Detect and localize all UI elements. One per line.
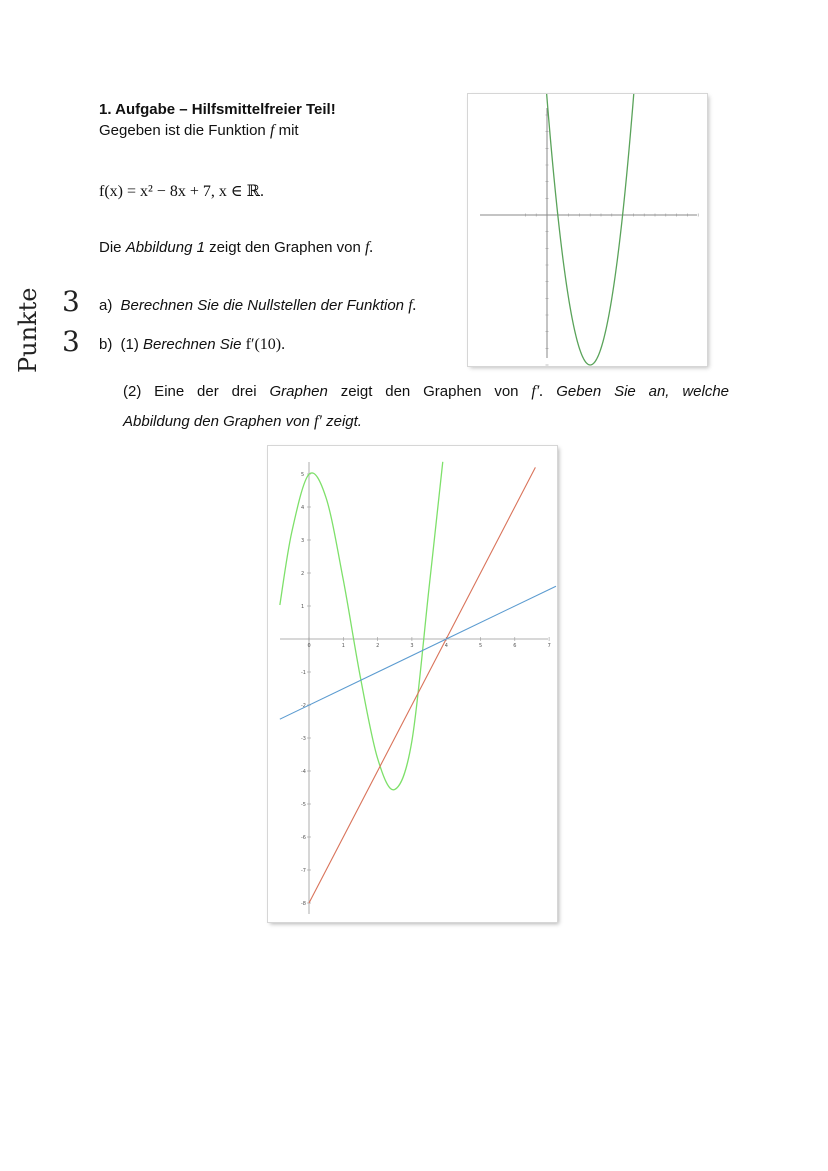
fig2-x-tick-label: 2 — [376, 643, 380, 649]
fig2-x-tick-label: 0 — [307, 643, 311, 649]
part-a-text: Berechnen Sie die Nullstellen der Funktion — [120, 297, 409, 314]
handwritten-punkte: Punkte — [14, 287, 42, 373]
part-b2-text-f: Abbildung den Graphen von — [123, 413, 314, 430]
part-b2-text-g: f′ — [313, 413, 322, 430]
fig2-y-tick-label: -4 — [301, 769, 306, 775]
fig2-y-tick-label: 5 — [301, 472, 305, 478]
figure-ref-f: f. — [365, 239, 374, 256]
part-b2-line1 — [123, 377, 729, 407]
figure-1-frame — [468, 94, 707, 366]
part-b1-text: Berechnen Sie — [143, 336, 246, 353]
part-b2-text-e: Geben Sie an, welche — [543, 383, 730, 400]
part-b2 — [123, 377, 729, 437]
fig2-y-tick-label: -7 — [301, 868, 306, 874]
figure-ref-italic: Abbildung 1 — [125, 239, 205, 256]
given-line — [99, 122, 299, 140]
part-b2-text-a: (2) Eine der drei — [123, 383, 270, 400]
fig2-y-tick-label: 1 — [301, 604, 305, 610]
fig2-y-tick-label: 4 — [301, 505, 305, 511]
figure-ref-suffix: zeigt den Graphen von — [204, 239, 366, 256]
fig2-x-tick-label: 5 — [479, 643, 483, 649]
fig2-x-tick-label: 4 — [444, 643, 448, 649]
task-heading: 1. Aufgabe – Hilfsmittelfreier Teil! — [99, 101, 336, 118]
figure-2-frame — [268, 446, 557, 922]
part-b2-line2 — [123, 407, 729, 437]
given-suffix: mit — [274, 122, 299, 139]
fig2-line-red — [309, 467, 535, 903]
part-a — [99, 297, 417, 315]
fig2-y-tick-label: 3 — [301, 538, 305, 544]
fig2-y-tick-label: -6 — [301, 835, 306, 841]
fig2-x-tick-label: 6 — [513, 643, 517, 649]
fig2-y-tick-label: -5 — [301, 802, 306, 808]
part-b2-text-b: Graphen — [269, 383, 328, 400]
fig2-y-tick-label: -2 — [301, 703, 306, 709]
figure-reference — [99, 239, 373, 257]
part-b-label: b) — [99, 336, 113, 353]
figure-1-chart — [468, 94, 707, 366]
fig2-y-tick-label: -1 — [301, 670, 306, 676]
given-prefix: Gegeben ist die Funktion — [99, 122, 270, 139]
fig2-y-tick-label: -3 — [301, 736, 306, 742]
part-b1-math: f′(10). — [245, 336, 286, 353]
part-b2-text-c: zeigt den Graphen von — [327, 383, 532, 400]
handwritten-score-b: 3 — [62, 325, 80, 358]
part-a-label: a) — [99, 297, 113, 314]
fig2-x-tick-label: 1 — [341, 643, 345, 649]
fig2-ticks — [301, 472, 551, 907]
part-b2-text-h: zeigt. — [321, 413, 362, 430]
part-a-f: f. — [408, 297, 417, 314]
handwritten-score-a: 3 — [62, 285, 80, 318]
figure-ref-prefix: Die — [99, 239, 126, 256]
fig2-y-tick-label: -8 — [301, 901, 306, 907]
given-f: f — [269, 122, 275, 139]
fig2-x-tick-label: 7 — [547, 643, 551, 649]
fig2-x-tick-label: 3 — [410, 643, 414, 649]
function-definition: f(x) = x² − 8x + 7, x ∈ ℝ. — [99, 183, 264, 200]
part-b1 — [99, 336, 285, 354]
fig2-y-tick-label: 2 — [301, 571, 305, 577]
fig1-curve-f — [545, 94, 636, 365]
part-b2-text-d: f′. — [531, 383, 544, 400]
part-b1-num: (1) — [120, 336, 139, 353]
figure-2-chart — [268, 446, 557, 922]
